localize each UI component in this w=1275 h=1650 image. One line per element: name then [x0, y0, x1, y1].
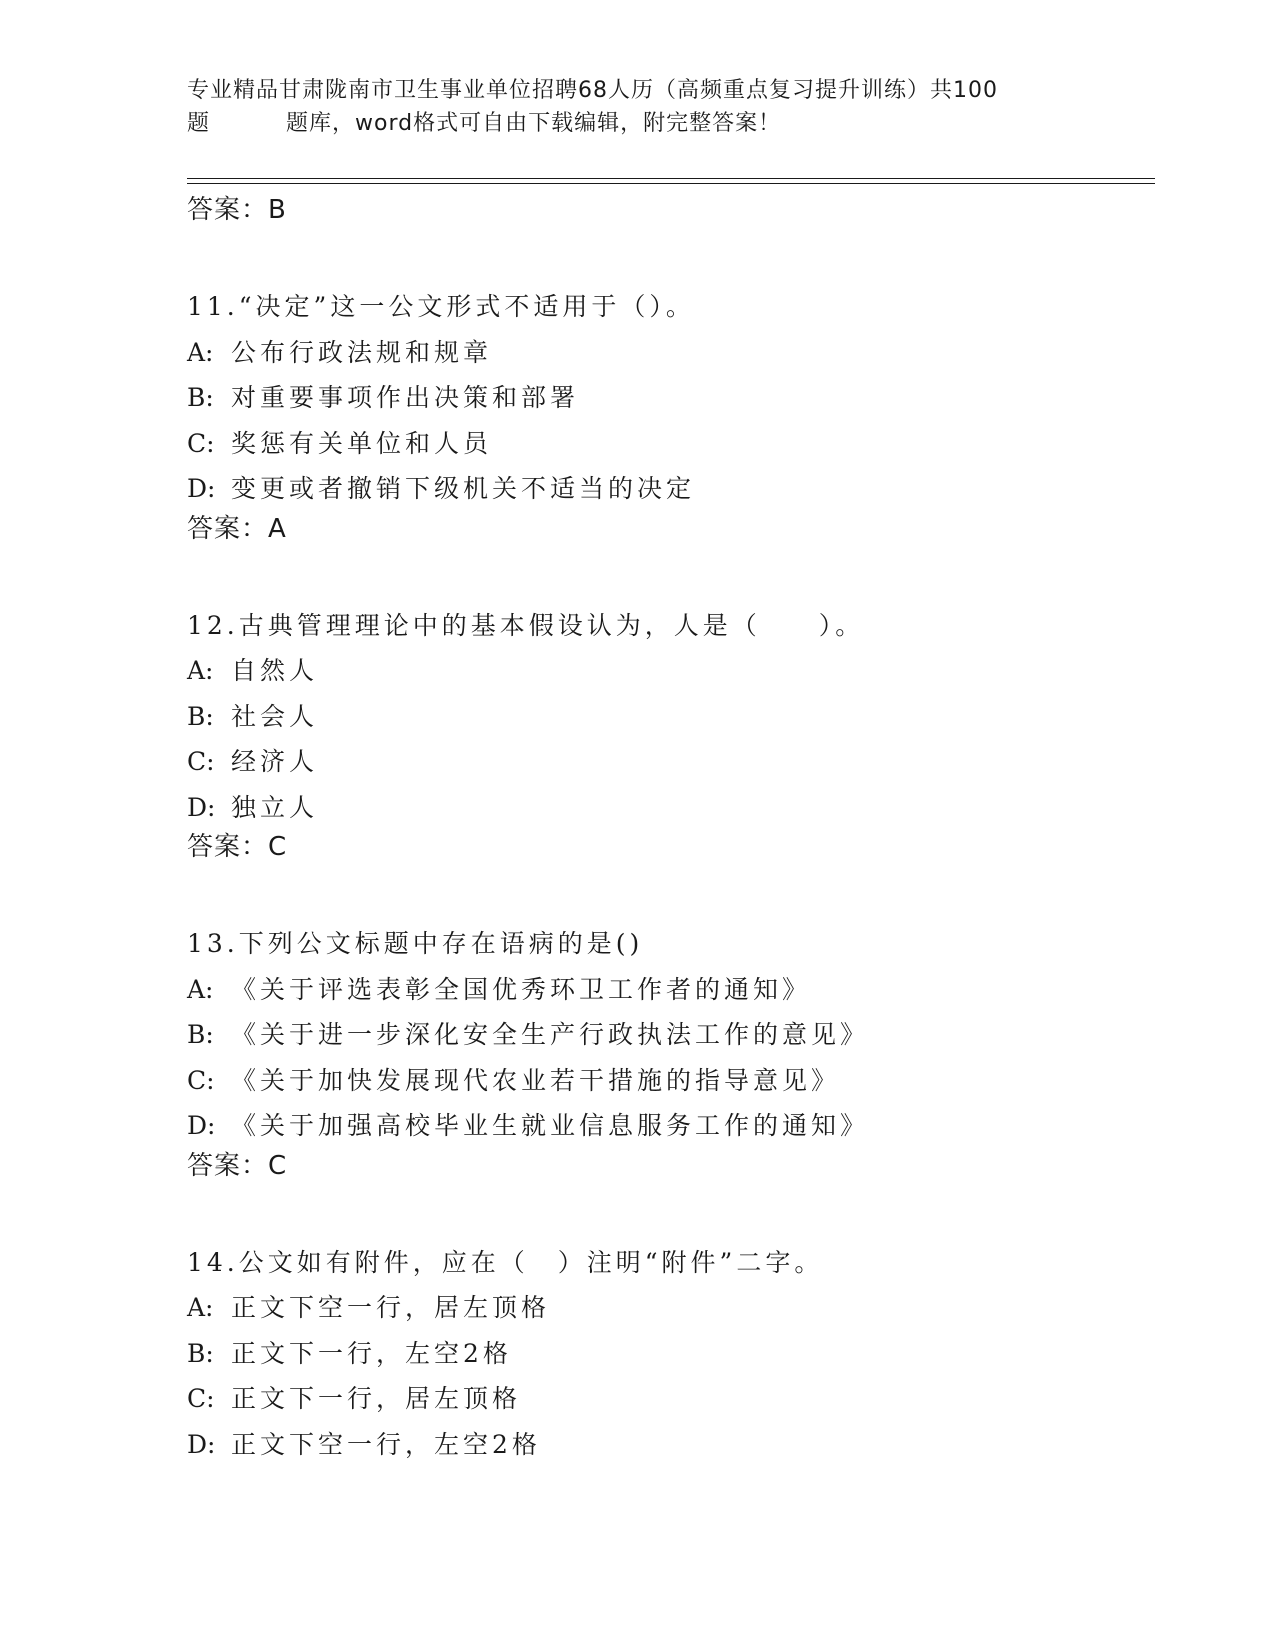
- spacer: [187, 1183, 1147, 1240]
- header-divider-top: [187, 178, 1155, 179]
- option-letter: A:: [187, 1293, 214, 1322]
- option-item: [187, 1331, 1147, 1377]
- option-text: 独立人: [231, 792, 319, 822]
- option-text: 对重要事项作出决策和部署: [231, 383, 580, 412]
- option-item: [187, 739, 1147, 785]
- option-item: [187, 1012, 1147, 1058]
- option-text: 奖惩有关单位和人员: [231, 428, 493, 458]
- option-text: 自然人: [231, 656, 319, 685]
- header-line-2-text: 题库，word格式可自由下载编辑，附完整答案！: [286, 111, 782, 136]
- option-letter: B:: [187, 1338, 214, 1368]
- option-letter: C:: [187, 747, 215, 776]
- answer-line: 答案：C: [187, 1150, 288, 1181]
- question-text: 12.古典管理理论中的基本假设认为，人是（ ）。: [187, 610, 865, 640]
- option-item: [187, 785, 1147, 831]
- header-line-1: 专业精品甘肃陇南市卫生事业单位招聘68人历（高频重点复习提升训练）共100: [187, 78, 998, 103]
- option-letter: C:: [187, 1384, 215, 1413]
- page-header: [187, 74, 1067, 140]
- option-letter: D:: [187, 1429, 216, 1459]
- header-line-2: [187, 107, 1067, 140]
- option-item: [187, 1376, 1147, 1422]
- header-divider-bottom: [187, 183, 1155, 184]
- option-text: 经济人: [231, 747, 319, 776]
- question-text: 11.“决定”这一公文形式不适用于（）。: [187, 292, 695, 321]
- option-letter: A:: [187, 337, 214, 367]
- option-item: [187, 375, 1147, 421]
- answer-line: 答案：B: [187, 195, 287, 225]
- spacer: [187, 864, 1147, 921]
- question-text: 13.下列公文标题中存在语病的是(): [187, 929, 644, 958]
- option-letter: D:: [187, 1111, 216, 1140]
- option-text: 《关于加强高校毕业生就业信息服务工作的通知》: [231, 1111, 870, 1140]
- option-item: [187, 694, 1147, 740]
- option-item: [187, 1103, 1147, 1149]
- option-text: 公布行政法规和规章: [231, 337, 493, 367]
- option-item: [187, 1058, 1147, 1104]
- option-letter: D:: [187, 474, 216, 503]
- option-letter: C:: [187, 1065, 215, 1095]
- option-text: 《关于加快发展现代农业若干措施的指导意见》: [231, 1065, 841, 1095]
- option-text: 社会人: [231, 701, 319, 731]
- option-text: 《关于进一步深化安全生产行政执法工作的意见》: [231, 1020, 870, 1049]
- option-text: 正文下一行，左空2格: [231, 1338, 512, 1368]
- spacer: [187, 546, 1147, 603]
- option-text: 正文下空一行，居左顶格: [231, 1293, 551, 1322]
- option-item: [187, 466, 1147, 512]
- question-text: 14.公文如有附件，应在（ ）注明“附件”二字。: [187, 1247, 824, 1277]
- option-item: [187, 421, 1147, 467]
- answer-line: 答案：C: [187, 832, 288, 862]
- option-letter: D:: [187, 792, 216, 822]
- option-item: [187, 1422, 1147, 1468]
- option-letter: C:: [187, 428, 215, 458]
- option-letter: A:: [187, 656, 214, 685]
- question-list: [187, 193, 1147, 1467]
- header-line-2-lead: 题: [187, 111, 211, 136]
- option-text: 变更或者撤销下级机关不适当的决定: [231, 474, 696, 503]
- option-letter: B:: [187, 701, 214, 731]
- option-letter: B:: [187, 383, 214, 412]
- option-item: [187, 648, 1147, 694]
- option-text: 《关于评选表彰全国优秀环卫工作者的通知》: [231, 974, 812, 1004]
- option-item: [187, 967, 1147, 1013]
- option-text: 正文下一行，居左顶格: [231, 1384, 522, 1413]
- option-item: [187, 330, 1147, 376]
- option-text: 正文下空一行，左空2格: [231, 1429, 541, 1459]
- option-letter: B:: [187, 1020, 214, 1049]
- answer-line: 答案：A: [187, 513, 287, 544]
- option-item: [187, 1285, 1147, 1331]
- spacer: [187, 227, 1147, 284]
- option-letter: A:: [187, 974, 214, 1004]
